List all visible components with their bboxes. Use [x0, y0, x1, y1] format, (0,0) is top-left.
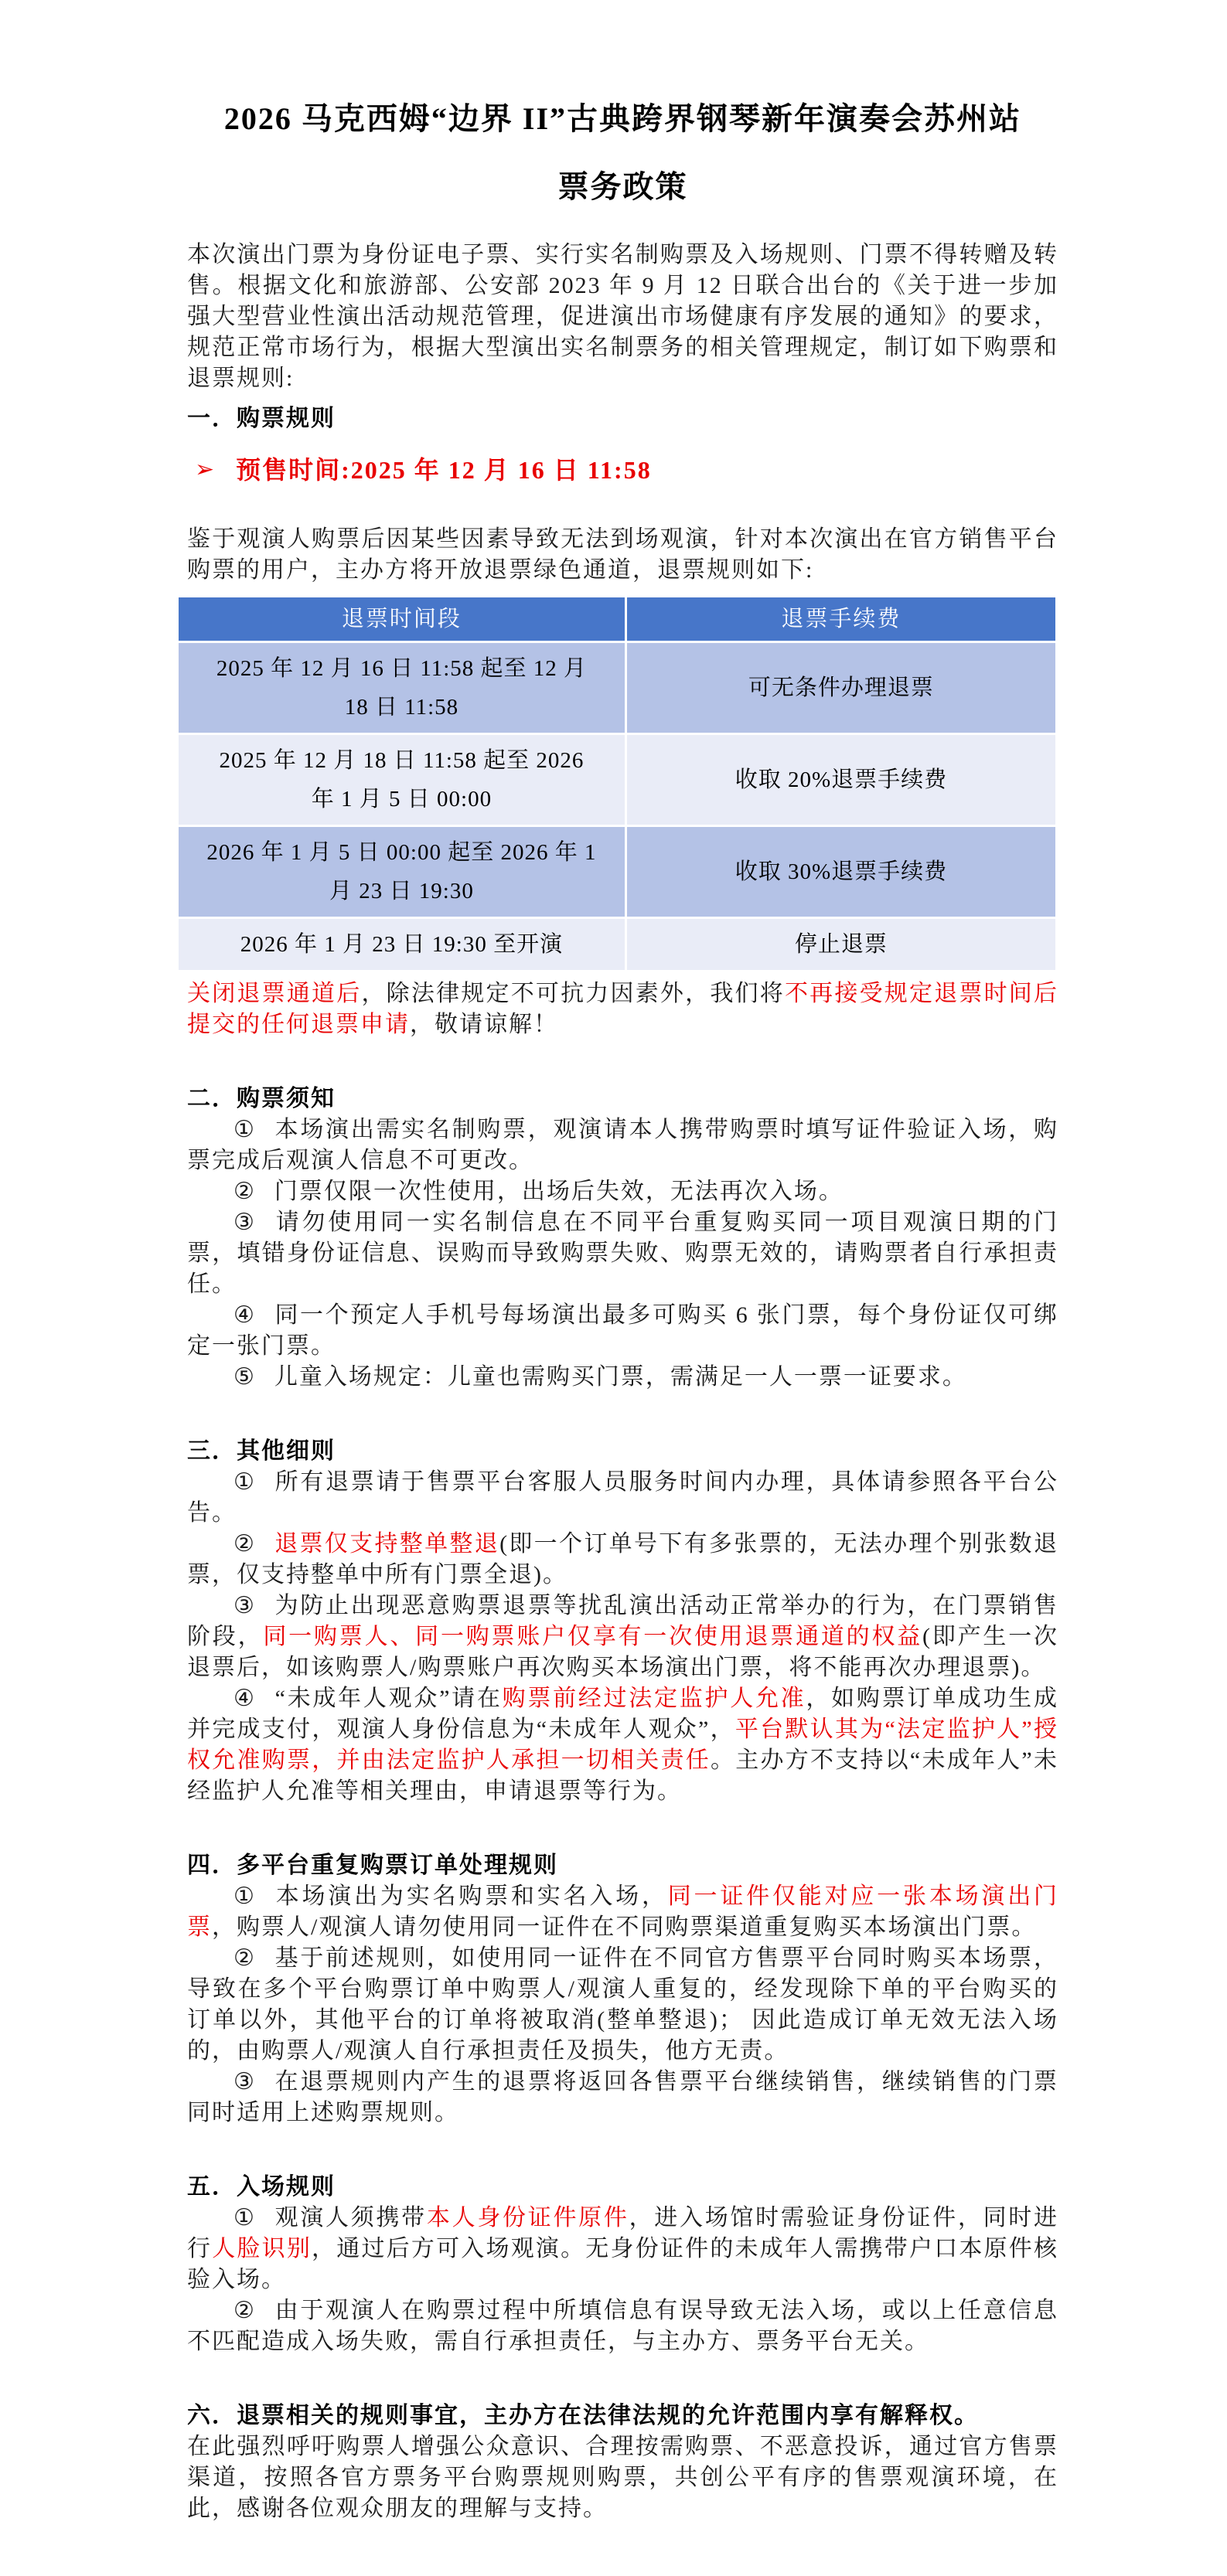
rule-item [187, 1591, 1058, 1683]
item-marker: ① [233, 1884, 257, 1909]
item-text: 儿童入场规定：儿童也需购买门票，需满足一人一票一证要求。 [274, 1364, 967, 1390]
item-text: 所有退票请于售票平台客服人员服务时间内办理，具体请参照各平台公告。 [187, 1469, 1058, 1526]
rule-item [187, 1300, 1058, 1362]
item-text: 观演人须携带本人身份证件原件，进入场馆时需验证身份证件，同时进行人脸识别，通过后方可入场观演。无身份证件的未成年人需携带户口本原件核验入场。 [187, 2205, 1059, 2292]
table-row [178, 734, 1057, 826]
col-header-refund-period: 退票时间段 [178, 597, 626, 642]
rule-item [187, 1881, 1058, 1943]
refund-fee-cell: 收取 20%退票手续费 [625, 734, 1056, 826]
item-text: 本场演出为实名购票和实名入场，同一证件仅能对应一张本场演出门票，购票人/观演人请勿使用同一证件在不同购票渠道重复购买本场演出门票。 [187, 1884, 1058, 1940]
item-marker: ③ [233, 1210, 257, 1235]
rule-item [187, 1467, 1058, 1529]
item-text: 请勿使用同一实名制信息在不同平台重复购买同一项目观演日期的门票，填错身份证信息、误购而导致购票失败、购票无效的，请购票者自行承担责任。 [187, 1210, 1058, 1297]
item-text: 基于前述规则，如使用同一证件在不同官方售票平台同时购买本场票，导致在多个平台购票订单中购票人/观演人重复的，经发现除下单的平台购买的订单以外，其他平台的订单将被取消(整单整退)； 因此造成订单无效无法入场的，由购票人/观演人自行承担责任及损失，他方无责。 [187, 1945, 1058, 2064]
refund-channel-note: 鉴于观演人购票后因某些因素导致无法到场观演，针对本次演出在官方销售平台购票的用户，主办方将开放退票绿色通道，退票规则如下: [187, 526, 1058, 583]
section-heading-duplicate-orders: 四．多平台重复购票订单处理规则 [187, 1853, 558, 1878]
rule-item [187, 2295, 1058, 2357]
refund-policy-table [176, 595, 1058, 972]
item-text: 本场演出需实名制购票，观演请本人携带购票时填写证件验证入场，购票完成后观演人信息不可更改。 [187, 1117, 1058, 1173]
rule-item [187, 1529, 1058, 1591]
intro-paragraph: 本次演出门票为身份证电子票、实行实名制购票及入场规则、门票不得转赠及转售。根据文化和旅游部、公安部 2023 年 9 月 12 日联合出台的《关于进一步加强大型营业性演出活动规范管理，促进演出市场健康有序发展的通知》的要求，规范正常市场行为，根据大型演出实名制票务的相关管理规定，制订如下购票和退票规则: [187, 242, 1058, 391]
refund-period-cell: 2026 年 1 月 5 日 00:00 起至 2026 年 1 月 23 日 19:30 [178, 826, 626, 918]
refund-fee-cell: 收取 30%退票手续费 [625, 826, 1056, 918]
item-text: 由于观演人在购票过程中所填信息有误导致无法入场，或以上任意信息不匹配造成入场失败，需自行承担责任，与主办方、票务平台无关。 [187, 2298, 1058, 2354]
presale-time-text: 预售时间:2025 年 12 月 16 日 11:58 [236, 456, 652, 484]
arrow-bullet-icon: ➢ [195, 457, 216, 482]
col-header-refund-fee: 退票手续费 [625, 597, 1056, 642]
section-heading-entry-rules: 五．入场规则 [187, 2174, 336, 2200]
item-text: 门票仅限一次性使用，出场后失效，无法再次入场。 [274, 1179, 844, 1204]
item-marker: ④ [233, 1686, 257, 1711]
presale-time-line [187, 453, 1058, 487]
item-marker: ① [233, 1469, 257, 1495]
item-marker: ④ [233, 1302, 257, 1328]
table-row [178, 642, 1057, 734]
item-marker: ③ [233, 1593, 257, 1618]
table-row [178, 918, 1057, 972]
item-marker: ② [233, 1179, 256, 1204]
item-marker: ⑤ [233, 1364, 256, 1390]
refund-period-cell: 2025 年 12 月 16 日 11:58 起至 12 月 18 日 11:58 [178, 642, 626, 734]
rule-item [187, 1207, 1058, 1300]
section-heading-purchase-notes: 二．购票须知 [187, 1086, 336, 1111]
table-header-row [178, 597, 1057, 642]
item-text: 在退票规则内产生的退票将返回各售票平台继续销售，继续销售的门票同时适用上述购票规则。 [187, 2069, 1058, 2125]
refund-fee-cell: 停止退票 [625, 918, 1056, 972]
section-heading-other-rules: 三．其他细则 [187, 1438, 336, 1464]
refund-period-cell: 2025 年 12 月 18 日 11:58 起至 2026 年 1 月 5 日 00:00 [178, 734, 626, 826]
section-heading-interpretation-rights: 六．退票相关的规则事宜，主办方在法律法规的允许范围内享有解释权。 [187, 2403, 979, 2428]
rule-item [187, 1114, 1058, 1176]
item-marker: ② [233, 2298, 257, 2323]
item-marker: ① [233, 1117, 257, 1142]
item-marker: ① [233, 2205, 257, 2231]
rule-item [187, 1683, 1058, 1807]
item-marker: ③ [233, 2069, 257, 2094]
item-marker: ② [233, 1945, 257, 1971]
rule-item [187, 2067, 1058, 2129]
item-marker: ② [233, 1531, 257, 1557]
table-row [178, 826, 1057, 918]
closing-paragraph: 在此强烈呼吁购票人增强公众意识、合理按需购票、不恶意投诉，通过官方售票渠道，按照各官方票务平台购票规则购票，共创公平有序的售票观演环境，在此，感谢各位观众朋友的理解与支持。 [187, 2434, 1058, 2521]
item-text: 退票仅支持整单整退(即一个订单号下有多张票的，无法办理个别张数退票，仅支持整单中所有门票全退)。 [187, 1531, 1058, 1587]
rule-item [187, 1362, 1058, 1393]
section-heading-purchase-rules: 一．购票规则 [187, 406, 336, 431]
item-text: 同一个预定人手机号每场演出最多可购买 6 张门票，每个身份证仅可绑定一张门票。 [187, 1302, 1058, 1359]
refund-warning: 关闭退票通道后，除法律规定不可抗力因素外，我们将不再接受规定退票时间后提交的任何退票申请，敬请谅解！ [187, 981, 1059, 1037]
rule-item [187, 1943, 1058, 2067]
rule-item [187, 1176, 1058, 1207]
item-text: “未成年人观众”请在购票前经过法定监护人允准，如购票订单成功生成并完成支付，观演人身份信息为“未成年人观众”，平台默认其为“法定监护人”授权允准购票，并由法定监护人承担一切相关责任。主办方不支持以“未成年人”未经监护人允准等相关理由，申请退票等行为。 [187, 1686, 1059, 1804]
doc-title: 2026 马克西姆“边界 II”古典跨界钢琴新年演奏会苏州站 [223, 101, 1022, 136]
refund-fee-cell: 可无条件办理退票 [625, 642, 1056, 734]
rule-item [187, 2203, 1058, 2295]
item-text: 为防止出现恶意购票退票等扰乱演出活动正常举办的行为，在门票销售阶段，同一购票人、同一购票账户仅享有一次使用退票通道的权益(即产生一次退票后，如该购票人/购票账户再次购买本场演出门票，将不能再次办理退票)。 [187, 1593, 1059, 1680]
refund-period-cell: 2026 年 1 月 23 日 19:30 至开演 [178, 918, 626, 972]
doc-subtitle: 票务政策 [557, 169, 688, 204]
